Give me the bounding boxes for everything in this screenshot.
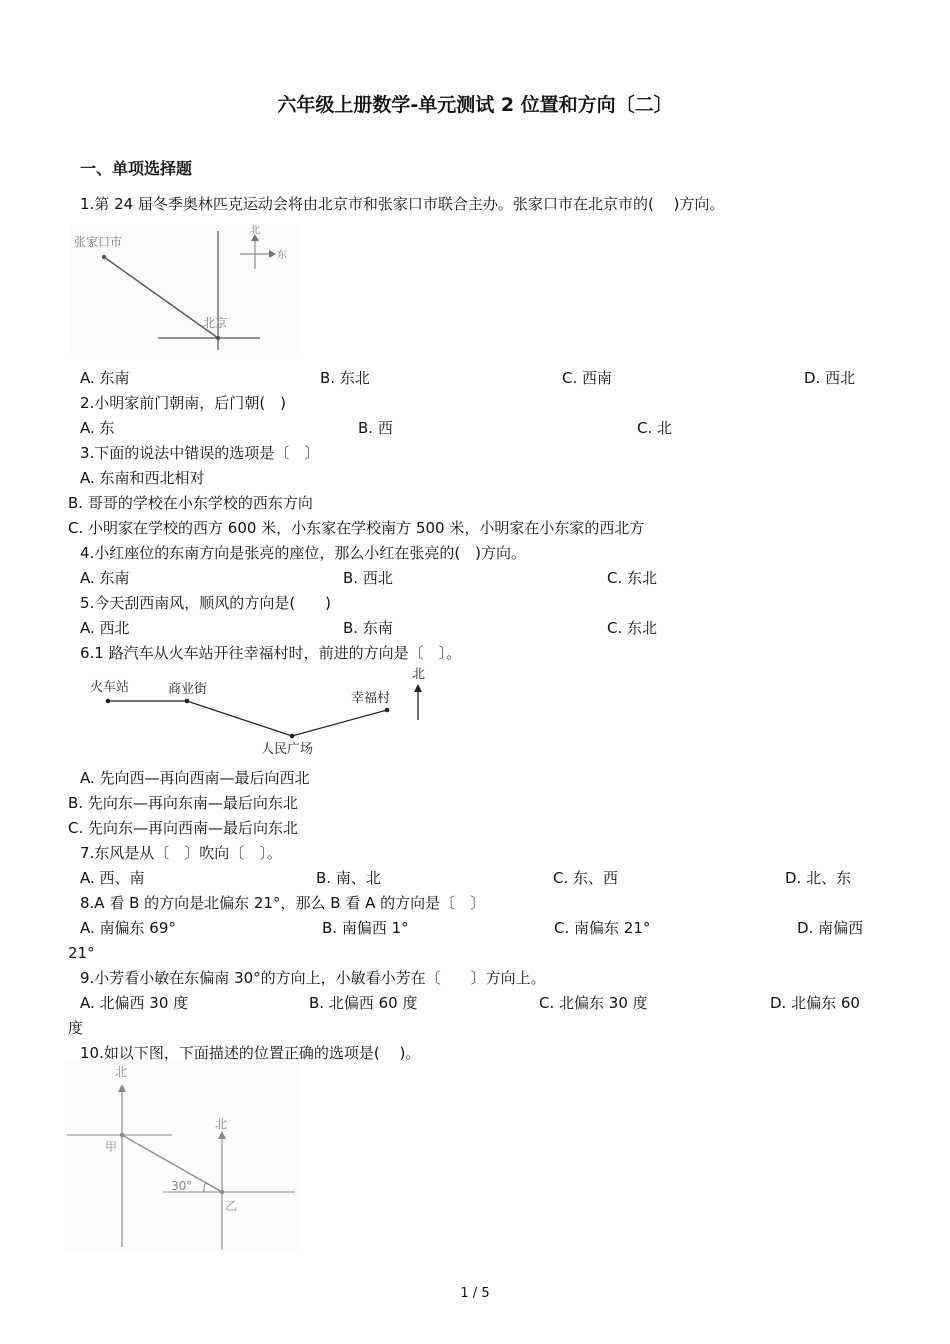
q1-figure bbox=[70, 225, 300, 353]
q6-fig-dot-street bbox=[185, 699, 190, 704]
q1-option-d[interactable]: D. 西北 bbox=[804, 369, 856, 387]
q7-option-c[interactable]: C. 东、西 bbox=[553, 869, 619, 887]
q1-fig-dot-zjk bbox=[102, 255, 106, 259]
q10-fig-dot-b bbox=[220, 1190, 224, 1194]
q10-fig-angle: 30° bbox=[171, 1179, 193, 1193]
q4-option-b[interactable]: B. 西北 bbox=[343, 569, 393, 587]
q9-option-a[interactable]: A. 北偏西 30 度 bbox=[80, 994, 189, 1012]
q7-option-b[interactable]: B. 南、北 bbox=[316, 869, 381, 887]
q9-option-c[interactable]: C. 北偏东 30 度 bbox=[539, 994, 648, 1012]
q6-option-a[interactable]: A. 先向西—再向西南—最后向西北 bbox=[80, 769, 310, 787]
q2-option-c[interactable]: C. 北 bbox=[637, 419, 673, 437]
q8-option-a[interactable]: A. 南偏东 69° bbox=[80, 919, 176, 937]
q3-stem: 3.下面的说法中错误的选项是〔 〕 bbox=[80, 444, 320, 462]
q7-option-d[interactable]: D. 北、东 bbox=[785, 869, 852, 887]
q1-fig-label-zjk: 张家口市 bbox=[74, 235, 123, 249]
q6-fig-north: 北 bbox=[412, 667, 426, 682]
q6-fig-label-station: 火车站 bbox=[90, 680, 130, 695]
q9-option-d-cont: 度 bbox=[68, 1019, 84, 1037]
q6-option-b[interactable]: B. 先向东—再向东南—最后向东北 bbox=[68, 794, 298, 812]
q6-fig-label-street: 商业街 bbox=[168, 682, 208, 697]
q9-option-b[interactable]: B. 北偏西 60 度 bbox=[309, 994, 418, 1012]
q10-stem: 10.如以下图，下面描述的位置正确的选项是( )。 bbox=[80, 1044, 421, 1062]
q7-stem: 7.东风是从〔 〕吹向〔 〕。 bbox=[80, 844, 282, 862]
q5-option-c[interactable]: C. 东北 bbox=[607, 619, 658, 637]
q8-option-d-cont: 21° bbox=[68, 944, 95, 962]
q1-option-a[interactable]: A. 东南 bbox=[80, 369, 130, 387]
q6-fig-dot-square bbox=[290, 734, 295, 739]
q1-option-c[interactable]: C. 西南 bbox=[562, 369, 613, 387]
q6-fig-label-square: 人民广场 bbox=[261, 742, 314, 757]
q6-figure bbox=[85, 662, 435, 762]
q3-option-c[interactable]: C. 小明家在学校的西方 600 米，小东家在学校南方 500 米，小明家在小东家的西北方 bbox=[68, 519, 645, 537]
north-arrow-icon bbox=[414, 684, 422, 692]
q7-option-a[interactable]: A. 西、南 bbox=[80, 869, 145, 887]
q10-fig-north-b: 北 bbox=[215, 1117, 228, 1131]
q6-option-c[interactable]: C. 先向东—再向西南—最后向东北 bbox=[68, 819, 299, 837]
q2-option-b[interactable]: B. 西 bbox=[358, 419, 393, 437]
q9-option-d[interactable]: D. 北偏东 60 bbox=[770, 994, 860, 1012]
q6-fig-route bbox=[108, 701, 387, 736]
q6-fig-dot-station bbox=[106, 699, 111, 704]
section-heading: 一、单项选择题 bbox=[80, 159, 193, 178]
q8-stem: 8.A 看 B 的方向是北偏东 21°，那么 B 看 A 的方向是〔 〕 bbox=[80, 894, 486, 912]
q5-option-b[interactable]: B. 东南 bbox=[343, 619, 393, 637]
q8-option-b[interactable]: B. 南偏西 1° bbox=[322, 919, 409, 937]
q9-stem: 9.小芳看小敏在东偏南 30°的方向上，小敏看小芳在〔 〕方向上。 bbox=[80, 969, 546, 987]
q10-fig-dot-a bbox=[120, 1133, 124, 1137]
q2-option-a[interactable]: A. 东 bbox=[80, 419, 115, 437]
page-title: 六年级上册数学-单元测试 2 位置和方向〔二〕 bbox=[277, 94, 673, 116]
q3-option-b[interactable]: B. 哥哥的学校在小东学校的西东方向 bbox=[68, 494, 313, 512]
q10-fig-label-b: 乙 bbox=[225, 1199, 238, 1213]
q10-figure bbox=[65, 1062, 300, 1252]
q1-fig-dot-bj bbox=[216, 336, 220, 340]
q4-option-a[interactable]: A. 东南 bbox=[80, 569, 130, 587]
q10-fig-label-a: 甲 bbox=[105, 1140, 118, 1154]
q1-fig-north: 北 bbox=[250, 225, 260, 236]
q5-stem: 5.今天刮西南风，顺风的方向是( ) bbox=[80, 594, 332, 612]
q1-fig-east: 东 bbox=[277, 250, 287, 261]
q6-fig-label-village: 幸福村 bbox=[351, 691, 391, 706]
q4-stem: 4.小红座位的东南方向是张亮的座位，那么小红在张亮的( )方向。 bbox=[80, 544, 527, 562]
q6-stem: 6.1 路汽车从火车站开往幸福村时，前进的方向是〔 〕。 bbox=[80, 644, 462, 662]
page-number: 1 / 5 bbox=[460, 1286, 490, 1301]
q1-stem: 1.第 24 届冬季奥林匹克运动会将由北京市和张家口市联合主办。张家口市在北京市的( )方向。 bbox=[80, 195, 725, 213]
q1-option-b[interactable]: B. 东北 bbox=[320, 369, 370, 387]
q8-option-d[interactable]: D. 南偏西 bbox=[797, 919, 864, 937]
q10-fig-north-a: 北 bbox=[115, 1065, 128, 1079]
q8-option-c[interactable]: C. 南偏东 21° bbox=[554, 919, 651, 937]
q3-option-a[interactable]: A. 东南和西北相对 bbox=[80, 469, 205, 487]
q6-fig-dot-village bbox=[385, 708, 390, 713]
q2-stem: 2.小明家前门朝南，后门朝( ) bbox=[80, 394, 287, 412]
q5-option-a[interactable]: A. 西北 bbox=[80, 619, 130, 637]
q4-option-c[interactable]: C. 东北 bbox=[607, 569, 658, 587]
q1-fig-label-bj: 北京 bbox=[203, 316, 228, 330]
